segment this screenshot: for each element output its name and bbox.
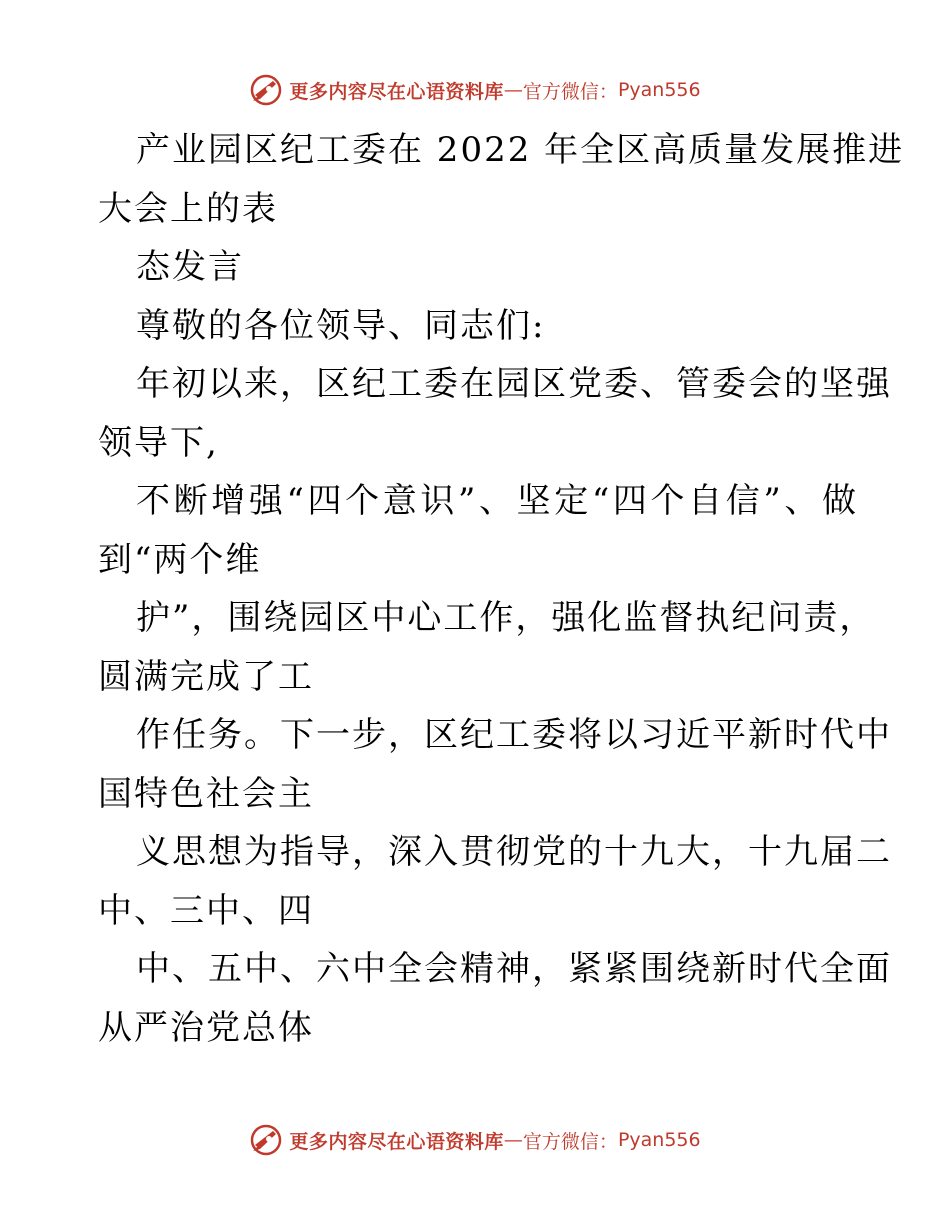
text-line: 护”，围绕园区中心工作，强化监督执纪问责， [136, 598, 876, 638]
document-body [98, 121, 905, 1057]
banner-separator: — [503, 1129, 523, 1151]
text-line: 中、五中、六中全会精神，紧紧围绕新时代全面 [136, 949, 892, 989]
footer-banner [0, 1120, 950, 1160]
text-line: 产业园区纪工委在 2022 年全区高质量发展推进 [136, 130, 905, 170]
text-line: 国特色社会主 [98, 773, 314, 814]
banner-brand-text: 更多内容尽在心语资料库 [289, 80, 504, 103]
banner-brand-text: 更多内容尽在心语资料库 [289, 1130, 504, 1153]
text-line: 大会上的表 [98, 188, 278, 229]
text-line: 到“两个维 [98, 539, 262, 580]
text-line: 态发言 [136, 247, 244, 287]
text-line: 作任务。下一步，区纪工委将以习近平新时代中 [136, 715, 892, 755]
pen-logo-icon [249, 73, 283, 107]
text-line: 尊敬的各位领导、同志们: [136, 305, 546, 346]
text-line: 领导下, [98, 422, 219, 463]
banner-wechat-id: Pyan556 [617, 1129, 701, 1151]
banner-wechat-id: Pyan556 [617, 79, 701, 101]
text-line: 年初以来，区纪工委在园区党委、管委会的坚强 [136, 364, 892, 404]
text-line: 不断增强“四个意识”、坚定“四个自信”、做 [136, 481, 858, 521]
text-line: 圆满完成了工 [98, 656, 314, 697]
banner-separator: — [503, 79, 523, 101]
header-banner [0, 70, 950, 110]
text-line: 中、三中、四 [98, 890, 314, 931]
pen-logo-icon [249, 1123, 283, 1157]
banner-wechat-label: 官方微信： [522, 80, 618, 103]
text-line: 从严治党总体 [98, 1007, 314, 1048]
banner-wechat-label: 官方微信： [522, 1130, 618, 1153]
text-line: 义思想为指导，深入贯彻党的十九大，十九届二 [136, 832, 892, 872]
